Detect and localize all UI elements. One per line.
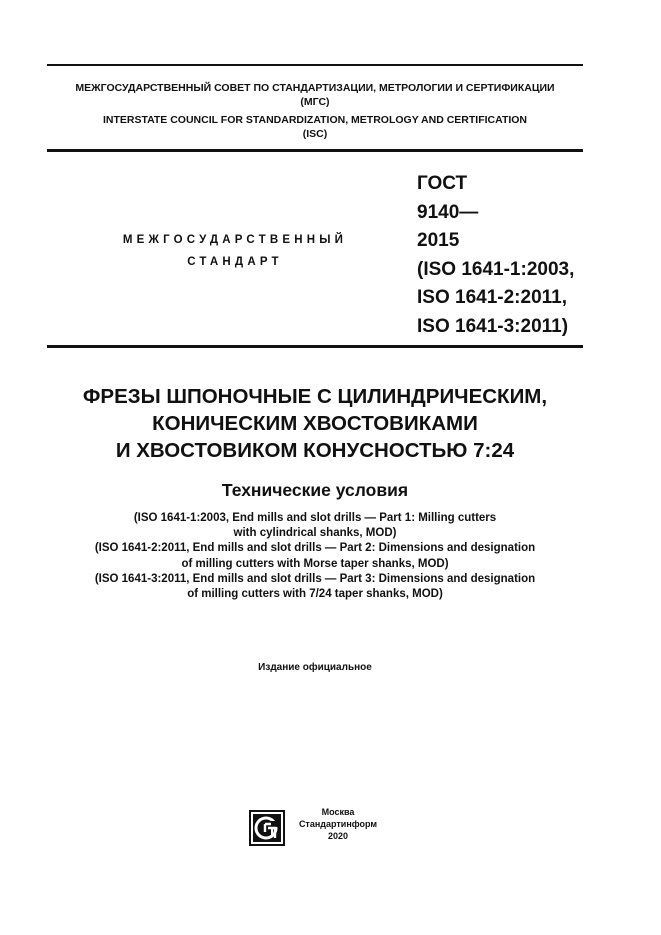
publisher-imprint (298, 806, 378, 842)
edition-label: Издание официальное (258, 662, 372, 673)
iso-reference-line: (ISO 1641-1:2003, End mills and slot drills — Part 1: Milling cutters (133, 512, 497, 524)
designation-divider (47, 345, 583, 348)
iso-equivalent-2: ISO 1641-2:2011, (417, 287, 567, 308)
council-divider (47, 149, 583, 152)
council-abbr-ru: (МГС) (300, 96, 330, 108)
council-name-ru: МЕЖГОСУДАРСТВЕННЫЙ СОВЕТ ПО СТАНДАРТИЗАЦИИ, МЕТРОЛОГИИ И СЕРТИФИКАЦИИ (75, 82, 555, 94)
gost-year: 2015 (417, 230, 460, 251)
top-rule (47, 64, 583, 66)
title-line-3: И ХВОСТОВИКОМ КОНУСНОСТЬЮ 7:24 (115, 439, 515, 462)
council-name-en: INTERSTATE COUNCIL FOR STANDARDIZATION, METROLOGY AND CERTIFICATION (102, 114, 528, 126)
gost-label: ГОСТ (417, 173, 468, 194)
iso-reference-line: of milling cutters with Morse taper shanks, MOD) (181, 557, 449, 570)
council-abbr-en: (ISC) (302, 128, 328, 140)
title-line-1: ФРЕЗЫ ШПОНОЧНЫЕ С ЦИЛИНДРИЧЕСКИМ, (82, 385, 548, 408)
iso-reference-line: (ISO 1641-3:2011, End mills and slot drills — Part 3: Dimensions and designation (94, 572, 536, 585)
iso-reference-line: (ISO 1641-2:2011, End mills and slot drills — Part 2: Dimensions and designation (94, 542, 536, 555)
standard-kind-line2: СТАНДАРТ (187, 256, 283, 268)
iso-equivalent-3: ISO 1641-3:2011) (417, 315, 569, 337)
gost-number: 9140— (417, 201, 479, 223)
iso-reference-line: with cylindrical shanks, MOD) (233, 527, 397, 540)
gost-designation (417, 170, 574, 341)
document-title (30, 383, 600, 464)
iso-references (30, 511, 600, 602)
standartinform-logo-icon (249, 810, 285, 846)
document-subtitle: Технические условия (221, 480, 409, 500)
council-header (47, 81, 583, 141)
standard-kind (100, 229, 370, 273)
publisher-name: Стандартинформ (298, 819, 378, 829)
publisher-year: 2020 (327, 831, 349, 841)
publisher-city: Москва (321, 807, 355, 817)
iso-reference-line: of milling cutters with 7/24 taper shanks, MOD) (187, 588, 443, 601)
iso-equivalent-1: (ISO 1641-1:2003, (417, 258, 575, 280)
title-line-2: КОНИЧЕСКИМ ХВОСТОВИКАМИ (152, 412, 478, 435)
standard-kind-line1: МЕЖГОСУДАРСТВЕННЫЙ (122, 234, 348, 246)
